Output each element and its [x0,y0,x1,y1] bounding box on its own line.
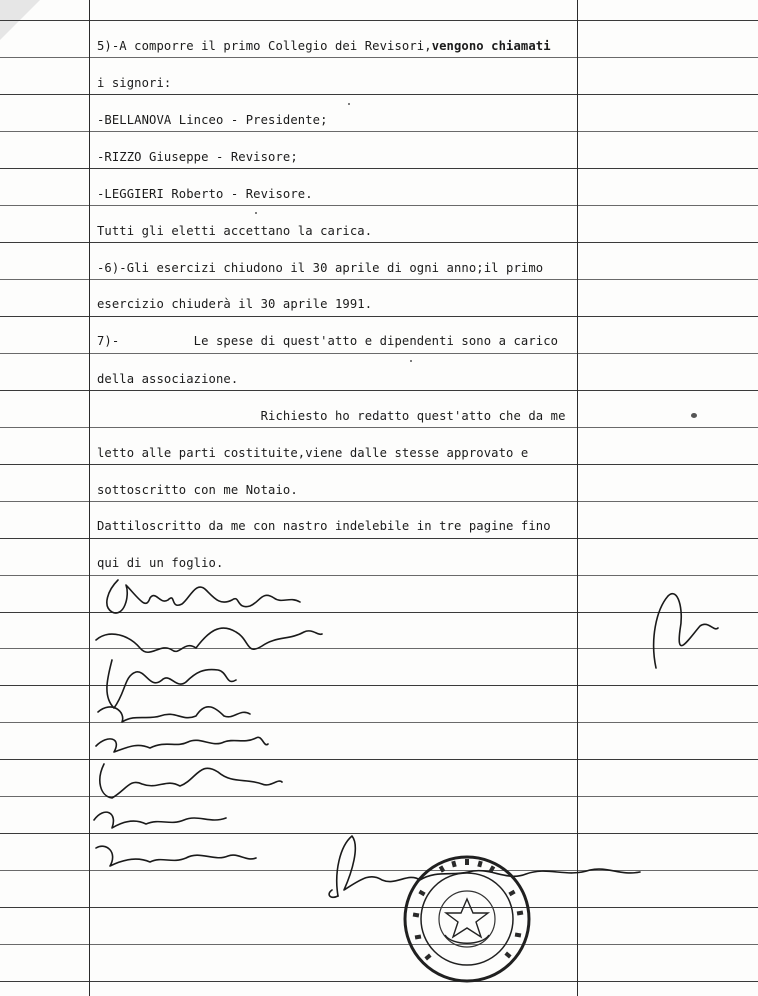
handwritten-signature [107,580,300,613]
handwritten-signature [96,846,256,866]
handwritten-signature [100,764,282,798]
handwritten-signature [96,737,268,752]
text-line-14: Dattiloscritto da me con nastro indelebile in tre pagine fino [97,519,551,533]
text-line-2: i signori: [97,76,172,90]
text-line-1: 5)-A comporre il primo Collegio dei Revisori,vengono chiamati [97,39,551,53]
text-line-9: 7)- Le spese di quest'atto e dipendenti sono a carico [97,334,559,348]
handwritten-signature [96,628,322,652]
text-line-15: qui di un foglio. [97,556,224,570]
text-line-7: -6)-Gli esercizi chiudono il 30 aprile di ogni anno;il primo [97,261,544,275]
handwritten-signature [94,812,226,828]
text-line-13: sottoscritto con me Notaio. [97,483,298,497]
handwritten-signature [98,707,250,722]
text-line-3: -BELLANOVA Linceo - Presidente; [97,113,328,127]
text-line-5: -LEGGIERI Roberto - Revisore. [97,187,313,201]
text-line-6: Tutti gli eletti accettano la carica. [97,224,373,238]
text-line-12: letto alle parti costituite,viene dalle stesse approvato e [97,446,529,460]
notary-signature [337,836,640,896]
text-line-8: esercizio chiuderà il 30 aprile 1991. [97,297,373,311]
text-line-4: -RIZZO Giuseppe - Revisore; [97,150,298,164]
text-line-11: Richiesto ho redatto quest'atto che da me [97,409,566,423]
handwritten-signature [107,660,236,708]
text-line-10: della associazione. [97,372,239,386]
notary-seal [405,857,529,981]
notary-initials [654,594,718,668]
